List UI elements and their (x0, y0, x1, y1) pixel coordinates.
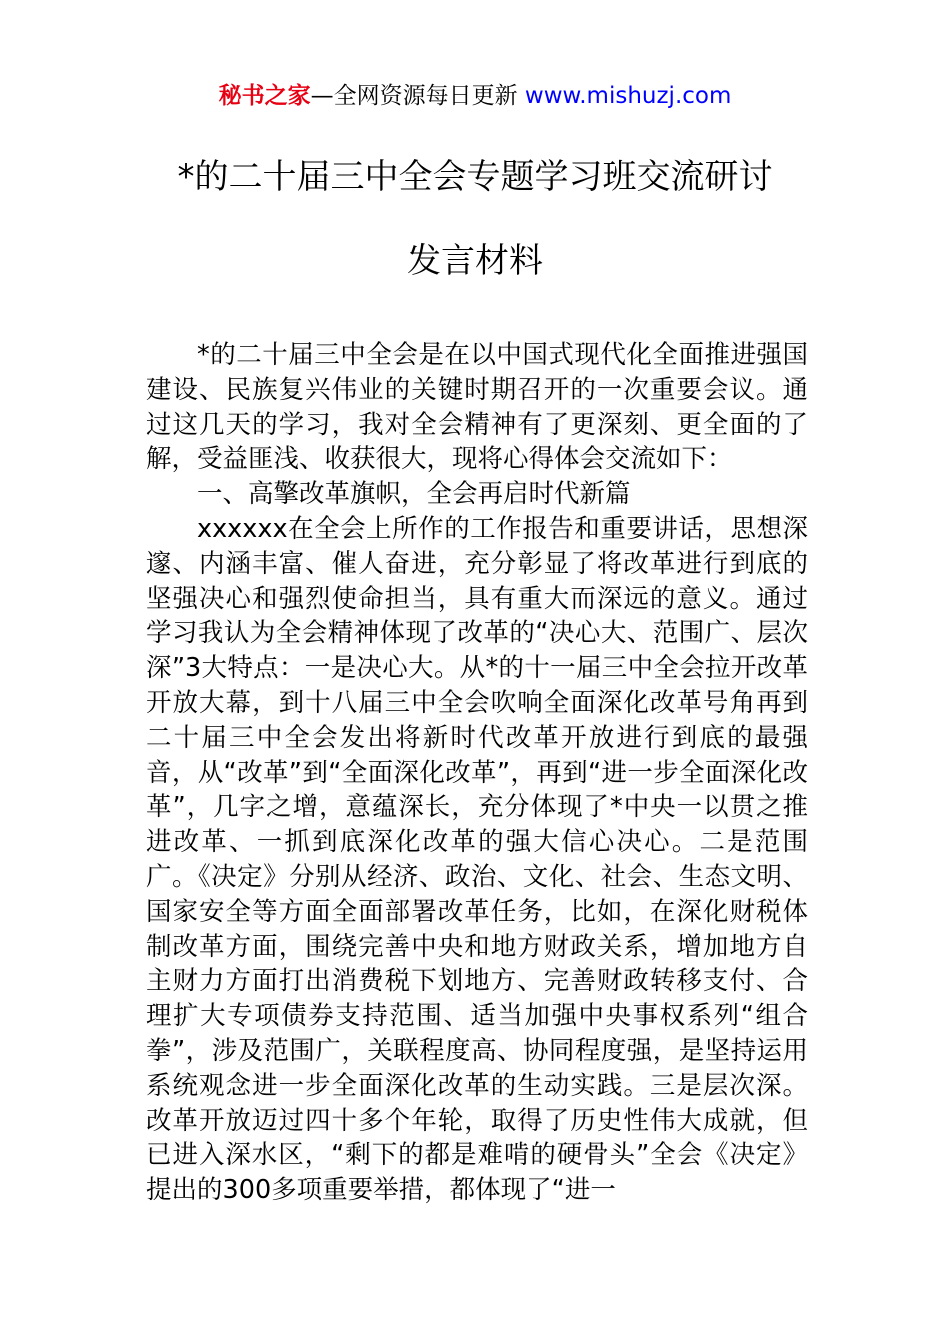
section-heading-1: 一、高擎改革旗帜，全会再启时代新篇 (197, 479, 631, 510)
intro-paragraph: *的二十届三中全会是在以中国式现代化全面推进强国建设、民族复兴伟业的关键时期召开的一次重要会议。通过这几天的学习，我对全会精神有了更深刻、更全面的了解，受益匪浅、收获很大，现将心得体会交流如下： (146, 340, 808, 475)
section-1-paragraph: xxxxxx在全会上所作的工作报告和重要讲话，思想深邃、内涵丰富、催人奋进，充分彰显了将改革进行到底的坚强决心和强烈使命担当，具有重大而深远的意义。通过学习我认为全会精神体现了改革的“决心大、范围广、层次深”3大特点：一是决心大。从*的十一届三中全会拉开改革开放大幕，到十八届三中全会吹响全面深化改革号角再到二十届三中全会发出将新时代改革开放进行到底的最强音，从“改革”到“全面深化改革”，再到“进一步全面深化改革”，几字之增，意蕴深长，充分体现了*中央一以贯之推进改革、一抓到底深化改革的强大信心决心。二是范围广。《决定》分别从经济、政治、文化、社会、生态文明、国家安全等方面全面部署改革任务，比如，在深化财税体制改革方面，围绕完善中央和地方财政关系，增加地方自主财力方面打出消费税下划地方、完善财政转移支付、合理扩大专项债券支持范围、适当加强中央事权系列“组合拳”，涉及范围广，关联程度高、协同程度强，是坚持运用系统观念进一步全面深化改革的生动实践。三是层次深。改革开放迈过四十多个年轮，取得了历史性伟大成就，但已进入深水区，“剩下的都是难啃的硬骨头”全会《决定》提出的300多项重要举措，都体现了“进一 (146, 513, 808, 1206)
site-header (0, 80, 950, 112)
site-brand: 秘书之家 (218, 83, 311, 109)
site-url-link[interactable]: www.mishuzj.com (524, 83, 732, 109)
document-title-line-1: *的二十届三中全会专题学习班交流研讨 (177, 157, 773, 197)
document-body (146, 338, 808, 1208)
site-tagline: —全网资源每日更新 (310, 83, 518, 109)
document-title-line-2: 发言材料 (407, 241, 543, 281)
